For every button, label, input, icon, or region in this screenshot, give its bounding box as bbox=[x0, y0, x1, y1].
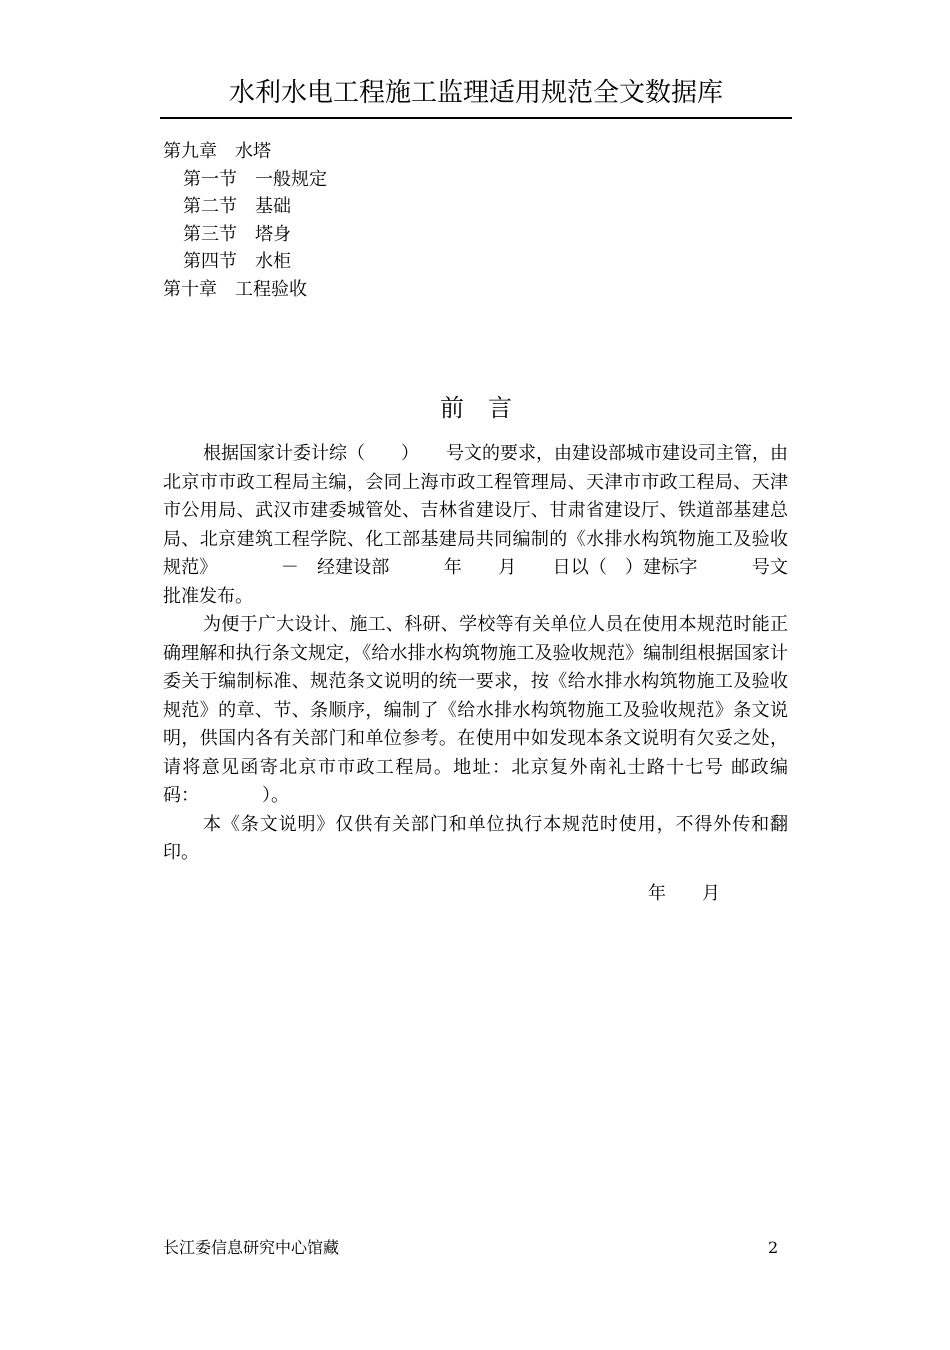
table-of-contents bbox=[163, 138, 327, 304]
preface-paragraph: 本《条文说明》仅供有关部门和单位执行本规范时使用，不得外传和翻印。 bbox=[163, 813, 788, 863]
preface-paragraph: 根据国家计委计综（ ） 号文的要求，由建设部城市建设司主管，由北京市市政工程局主编，会同上海市政工程管理局、天津市市政工程局、天津市公用局、武汉市建委城管处、吉林省建设厅、甘肃省建设厅、铁道部基建总局、北京建筑工程学院、化工部基建局共同编制的《水排水构筑物施工及验收规范》 － 经建设部 年 月 日以（ ）建标字 号文批准发布。 bbox=[163, 443, 788, 607]
page-number: 2 bbox=[768, 1238, 779, 1257]
header-divider bbox=[160, 117, 792, 119]
preface-body bbox=[163, 440, 788, 868]
page-header-title: 水利水电工程施工监理适用规范全文数据库 bbox=[228, 78, 723, 108]
footer-source: 长江委信息研究中心馆藏 bbox=[163, 1238, 340, 1257]
preface-title: 前言 bbox=[440, 394, 536, 422]
toc-item-section-2: 第二节 基础 bbox=[183, 196, 291, 218]
toc-item-section-3: 第三节 塔身 bbox=[183, 223, 291, 245]
toc-item-chapter-10: 第十章 工程验收 bbox=[163, 278, 307, 300]
toc-item-section-1: 第一节 一般规定 bbox=[183, 168, 327, 190]
toc-item-chapter-9: 第九章 水塔 bbox=[163, 141, 271, 162]
preface-paragraph: 为便于广大设计、施工、科研、学校等有关单位人员在使用本规范时能正确理解和执行条文规定，《给水排水构筑物施工及验收规范》编制组根据国家计委关于编制标准、规范条文说明的统一要求，按《给水排水构筑物施工及验收规范》的章、节、条顺序，编制了《给水排水构筑物施工及验收规范》条文说明，供国内各有关部门和单位参考。在使用中如发现本条文说明有欠妥之处，请将意见函寄北京市市政工程局。地址：北京复外南礼士路十七号 邮政编码： ）。 bbox=[163, 614, 788, 806]
toc-item-section-4: 第四节 水柜 bbox=[183, 251, 291, 273]
preface-date: 年 月 bbox=[648, 883, 720, 904]
